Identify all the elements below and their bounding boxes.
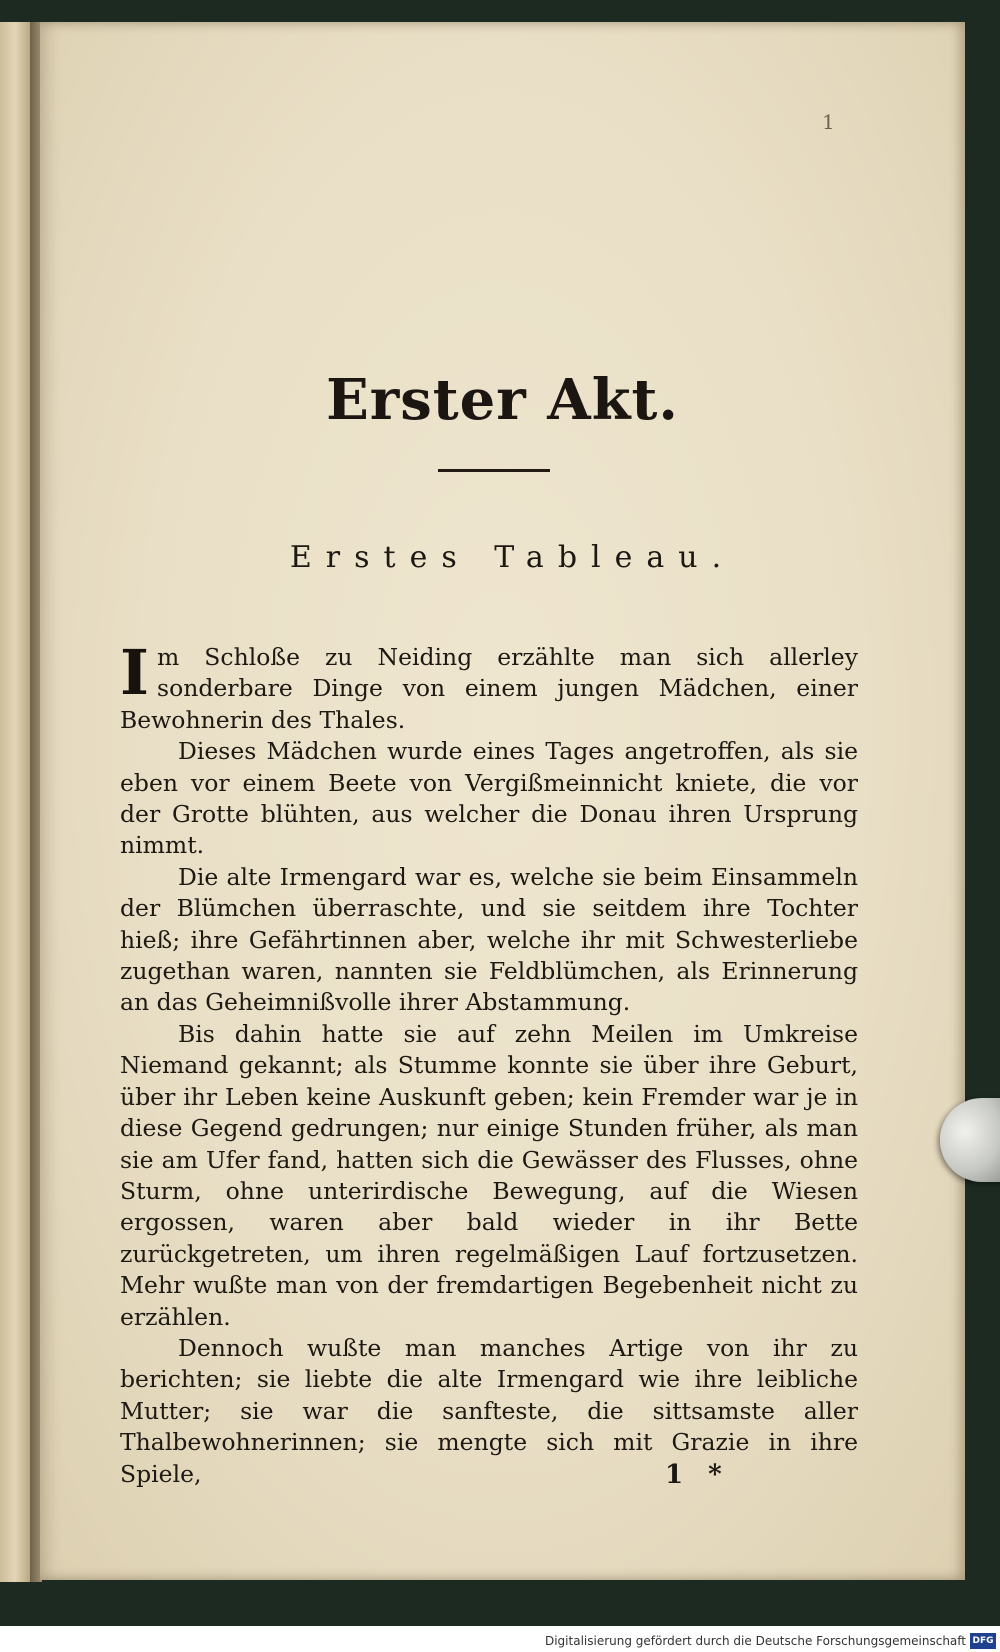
page-number: 1 — [822, 110, 835, 134]
footer-bar — [0, 1626, 1000, 1652]
printer-signature: 1 * — [665, 1460, 730, 1490]
funding-credit: Digitalisierung gefördert durch die Deutsche Forschungsgemeinschaft — [544, 1634, 966, 1648]
drop-initial: I — [120, 636, 150, 709]
body-text — [120, 636, 858, 1490]
paragraph-3: Die alte Irmengard war es, welche sie beim Einsammeln der Blümchen überraschte, und sie seitdem ihre Tochter hieß; ihre Gefährtinnen aber, welche ihr mit Schwesterliebe zugethan waren, nannten sie Feldblümchen, als Erinnerung an das Geheimnißvolle ihrer Abstammung. — [120, 862, 858, 1017]
section-subtitle: Erstes Tableau. — [289, 540, 736, 575]
dfg-logo-icon: DFG — [970, 1633, 996, 1649]
paragraph-4: Bis dahin hatte sie auf zehn Meilen im Umkreise Niemand gekannt; als Stumme konnte sie über ihre Geburt, über ihr Leben keine Auskunft geben; kein Fremder war je in diese Gegend gedrungen; nur einige Stunden früher, als man sie am Ufer fand, hatten sich die Gewässer des Flusses, ohne Sturm, ohne unterirdische Bewegung, auf die Wiesen ergossen, waren aber bald wieder in ihr Bette zurückgetreten, um ihren regelmäßigen Lauf fortzusetzen. Mehr wußte man von der fremdartigen Begebenheit nicht zu erzählen. — [120, 1019, 858, 1331]
book-page — [40, 22, 965, 1580]
paragraph-5: Dennoch wußte man manches Artige von ihr zu berichten; sie liebte die alte Irmengard wie ihre leibliche Mutter; sie war die sanfteste, die sittsamste aller Thalbewohnerinnen; sie mengte sich mit Grazie in ihre Spiele, — [120, 1333, 858, 1488]
title-divider — [438, 469, 550, 472]
page-title: Erster Akt. — [326, 367, 679, 433]
paragraph-1: Im Schloße zu Neiding erzählte man sich allerley sonderbare Dinge von einem jungen Mädchen, einer Bewohnerin des Thales. — [120, 636, 858, 734]
left-page-edge — [0, 22, 30, 1582]
paragraph-2: Dieses Mädchen wurde eines Tages angetroffen, als sie eben vor einem Beete von Vergißmeinnicht kniete, die vor der Grotte blühten, aus welcher die Donau ihren Ursprung nimmt. — [120, 737, 858, 860]
